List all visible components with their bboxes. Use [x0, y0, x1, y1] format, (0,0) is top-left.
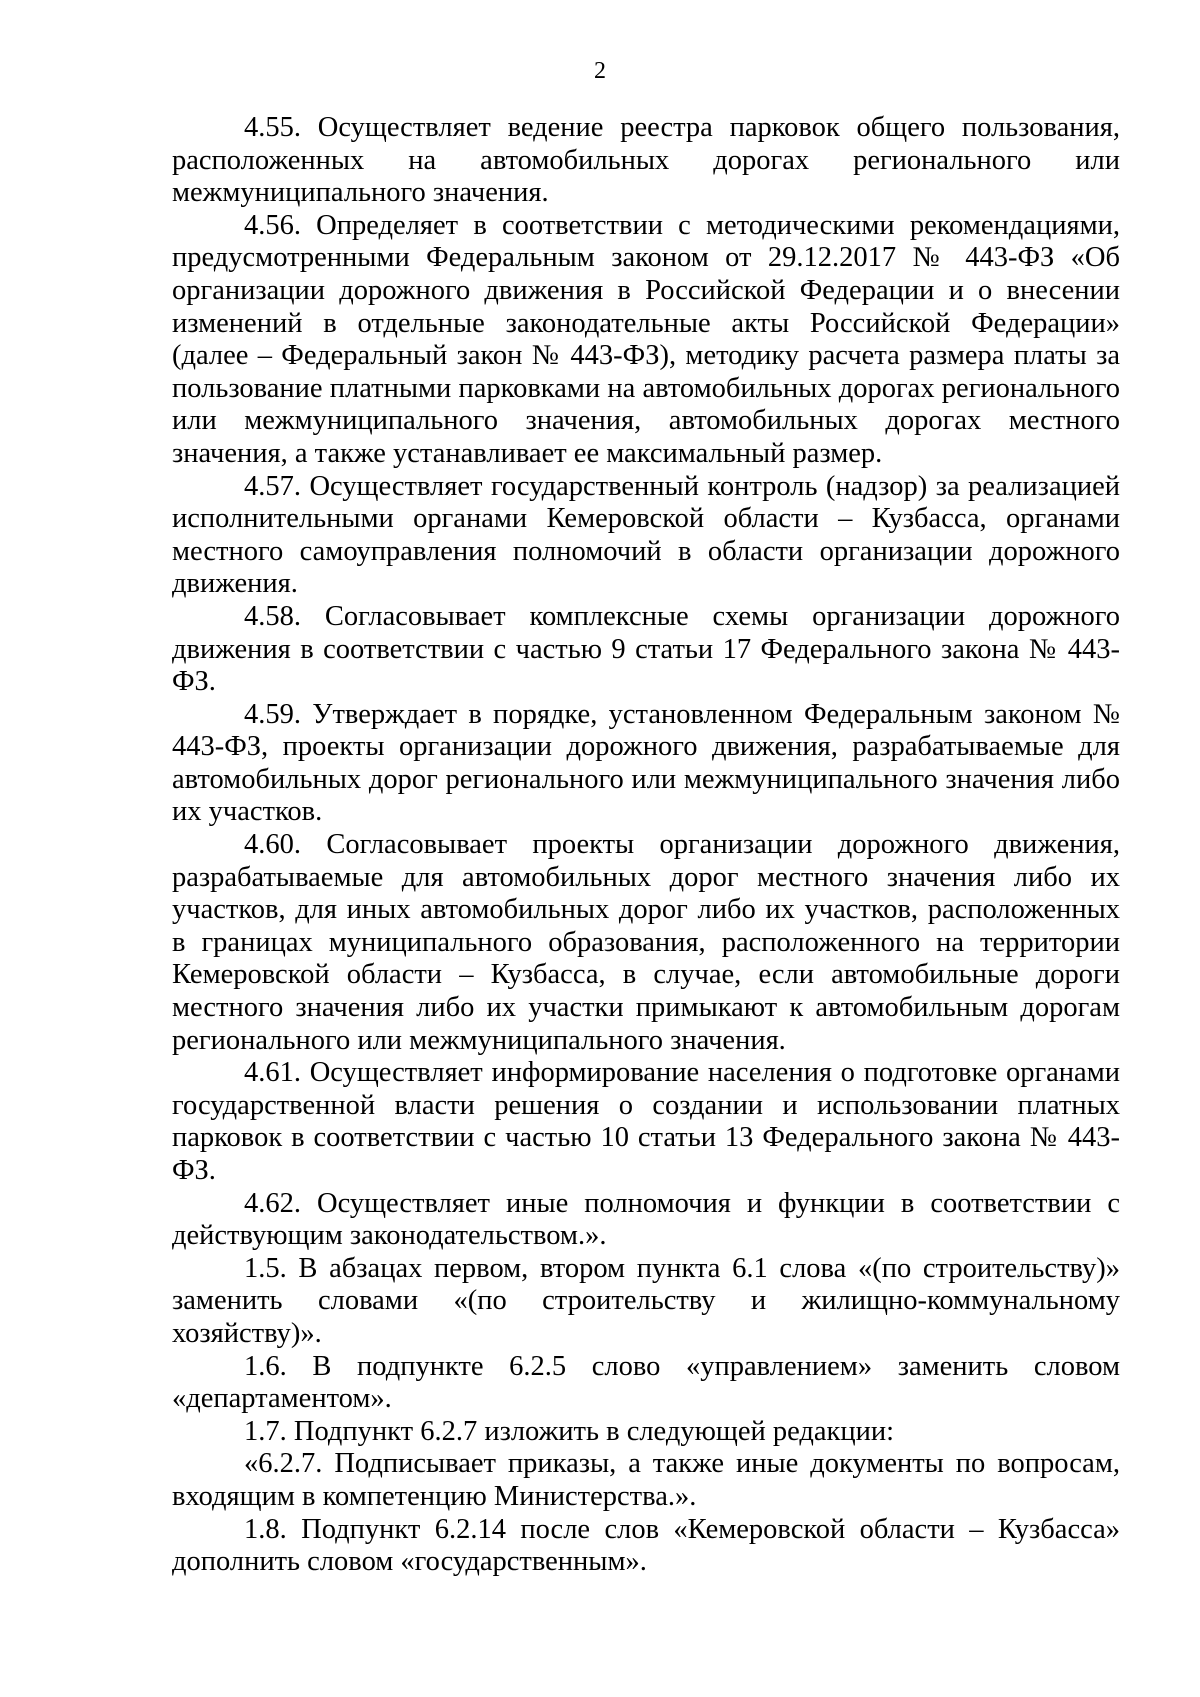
- paragraph-4-59: 4.59. Утверждает в порядке, установленном Федеральным законом № 443-ФЗ, проекты организации дорожного движения, разрабатываемые для автомобильных дорог регионального или межмуниципального значения либо их участков.: [172, 698, 1120, 828]
- paragraph-1-8: 1.8. Подпункт 6.2.14 после слов «Кемеровской области – Кузбасса» дополнить словом «государственным».: [172, 1513, 1120, 1578]
- paragraph-4-60: 4.60. Согласовывает проекты организации дорожного движения, разрабатываемые для автомобильных дорог местного значения либо их участков, для иных автомобильных дорог либо их участков, расположенных в границах муниципального образования, расположенного на территории Кемеровской области – Кузбасса, в случае, если автомобильные дороги местного значения либо их участки примыкают к автомобильным дорогам регионального или межмуниципального значения.: [172, 829, 1120, 1056]
- paragraph-1-5: 1.5. В абзацах первом, втором пункта 6.1 слова «(по строительству)» заменить словами «(по строительству и жилищно-коммунальному хозяйству)».: [172, 1252, 1120, 1349]
- page-number: 2: [594, 58, 606, 84]
- paragraph-1-7: 1.7. Подпункт 6.2.7 изложить в следующей редакции:: [244, 1415, 895, 1447]
- paragraph-6-2-7-quote: «6.2.7. Подписывает приказы, а также иные документы по вопросам, входящим в компетенцию Министерства.».: [172, 1448, 1120, 1512]
- paragraph-4-62: 4.62. Осуществляет иные полномочия и функции в соответствии с действующим законодательством.».: [172, 1187, 1120, 1252]
- paragraph-4-56: 4.56. Определяет в соответствии с методическими рекомендациями, предусмотренными Федеральным законом от 29.12.2017 № 443-ФЗ «Об организации дорожного движения в Российской Федерации и о внесении изменений в отдельные законодательные акты Российской Федерации» (далее – Федеральный закон № 443-ФЗ), методику расчета размера платы за пользование платными парковками на автомобильных дорогах регионального или межмуниципального значения, автомобильных дорогах местного значения, а также устанавливает ее максимальный размер.: [172, 209, 1120, 469]
- paragraph-1-6: 1.6. В подпункте 6.2.5 слово «управлением» заменить словом «департаментом».: [172, 1350, 1120, 1415]
- document-body: [172, 112, 1120, 1579]
- paragraph-4-58: 4.58. Согласовывает комплексные схемы организации дорожного движения в соответствии с частью 9 статьи 17 Федерального закона № 443-ФЗ.: [172, 600, 1120, 698]
- paragraph-4-61: 4.61. Осуществляет информирование населения о подготовке органами государственной власти решения о создании и использовании платных парковок в соответствии с частью 10 статьи 13 Федерального закона № 443-ФЗ.: [172, 1057, 1120, 1186]
- paragraph-4-57: 4.57. Осуществляет государственный контроль (надзор) за реализацией исполнительными органами Кемеровской области – Кузбасса, органами местного самоуправления полномочий в области организации дорожного движения.: [172, 470, 1120, 600]
- paragraph-4-55: 4.55. Осуществляет ведение реестра парковок общего пользования, расположенных на автомобильных дорогах регионального или межмуниципального значения.: [172, 112, 1120, 209]
